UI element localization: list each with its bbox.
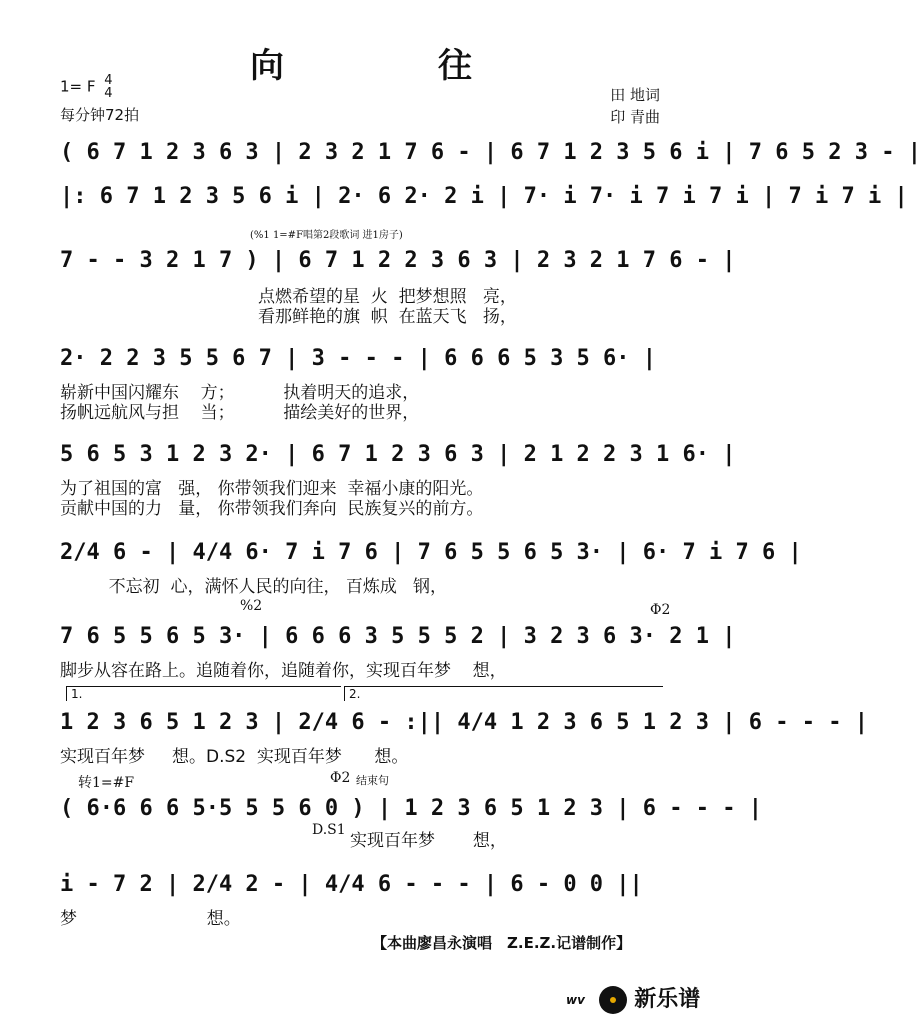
disc-icon (599, 986, 627, 1014)
score-line-2: |: 6 7 1 2 3 5 6 i | 2· 6 2· 2 i | 7· i 7· i 7 i 7 i | 7 i 7 i | (60, 184, 908, 209)
score-line-7: 7 6 5 5 6 5 3· | 6 6 6 3 5 5 5 2 | 3 2 3 6 3· 2 1 | (60, 624, 736, 649)
lyric-line-5b: 贡献中国的力 量， 你带领我们奔向 民族复兴的前方。 (60, 499, 484, 519)
score-credit: 【本曲廖昌永演唱 Z.E.Z.记谱制作】 (372, 934, 632, 952)
lyric-line-10: 梦 想。 (60, 909, 241, 929)
score-line-9: ( 6·6 6 6 5·5 5 5 6 0 ) | 1 2 3 6 5 1 2 3 | 6 - - - | (60, 796, 762, 821)
transpose-marker: 转1=#F (78, 775, 135, 791)
lyric-line-9: 实现百年梦 想， (350, 831, 507, 851)
volta-1: 1. (66, 686, 341, 701)
lyric-line-6: 不忘初 心，满怀人民的向往， 百炼成 钢， (60, 577, 448, 597)
lyric-line-4a: 崭新中国闪耀东 方； 执着明天的追求， (60, 383, 420, 403)
lyric-line-8: 实现百年梦 想。D.S2 实现百年梦 想。 (60, 747, 409, 767)
logo-text: 新乐谱 (634, 987, 701, 1012)
coda-label: Φ2 (330, 770, 351, 786)
logo-prefix: wv (566, 993, 585, 1007)
site-logo (566, 982, 700, 1014)
score-line-10: i - 7 2 | 2/4 2 - | 4/4 6 - - - | 6 - 0 0 || (60, 872, 643, 897)
key-signature (60, 74, 113, 100)
time-signature-bottom: 4 (104, 86, 113, 101)
key-label: 1= F (60, 77, 96, 96)
ending-label: 结束句 (356, 774, 389, 787)
ds1-marker: D.S1 (312, 822, 346, 838)
score-line-5: 5 6 5 3 1 2 3 2· | 6 7 1 2 3 6 3 | 2 1 2 2 3 1 6· | (60, 442, 736, 467)
lyric-line-7: 脚步从容在路上。追随着你，追随着你，实现百年梦 想， (60, 661, 507, 681)
song-title: 向 往 (250, 46, 532, 86)
score-line-1: ( 6 7 1 2 3 6 3 | 2 3 2 1 7 6 - | 6 7 1 2 3 5 6 i | 7 6 5 2 3 - | (60, 140, 921, 165)
coda-2-marker: Φ2 (650, 602, 671, 618)
segno-1-note: (%1 1=#F唱第2段歌词 进1房子) (250, 230, 403, 241)
lyric-line-5a: 为了祖国的富 强， 你带领我们迎来 幸福小康的阳光。 (60, 479, 484, 499)
lyric-line-4b: 扬帆远航风与担 当； 描绘美好的世界， (60, 403, 420, 423)
time-signature (104, 74, 112, 100)
score-line-8: 1 2 3 6 5 1 2 3 | 2/4 6 - :|| 4/4 1 2 3 6 5 1 2 3 | 6 - - - | (60, 710, 868, 735)
score-line-4: 2· 2 2 3 5 5 6 7 | 3 - - - | 6 6 6 5 3 5 6· | (60, 346, 657, 371)
score-line-6: 2/4 6 - | 4/4 6· 7 i 7 6 | 7 6 5 5 6 5 3· | 6· 7 i 7 6 | (60, 540, 802, 565)
segno-2-marker: %2 (240, 598, 263, 614)
tempo-marking: 每分钟72拍 (60, 106, 140, 124)
time-signature-top: 4 (104, 73, 113, 88)
volta-2: 2. (344, 686, 663, 701)
lyric-line-3a: 点燃希望的星 火 把梦想照 亮， (258, 287, 517, 307)
lyricist-credit: 田 地词 (610, 86, 660, 104)
score-line-3: 7 - - 3 2 1 7 ) | 6 7 1 2 2 3 6 3 | 2 3 2 1 7 6 - | (60, 248, 736, 273)
lyric-line-3b: 看那鲜艳的旗 帜 在蓝天飞 扬， (258, 307, 517, 327)
composer-credit: 印 青曲 (610, 108, 660, 126)
